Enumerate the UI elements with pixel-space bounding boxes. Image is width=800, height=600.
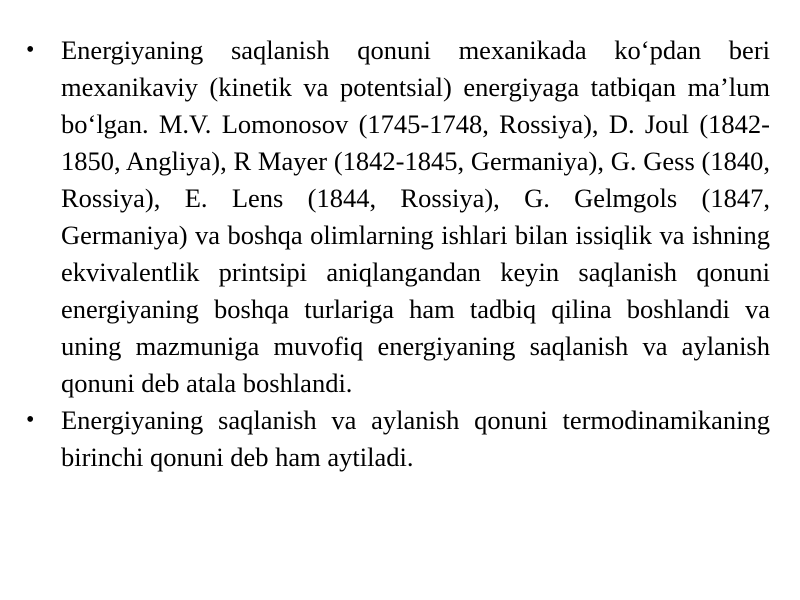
bullet-item-2 — [26, 402, 770, 476]
bullet-icon: • — [26, 407, 35, 433]
bullet-text: Energiyaning saqlanish qonuni mexanikada ko‘pdan beri mexanikaviy (kinetik va potentsial) energiyaga tatbiqan ma’lum bo‘lgan. M.V. Lomonosov (1745-1748, Rossiya), D. Joul (1842-1850, Angliya), R Mayer (1842-1845, Germaniya), G. Gess (1840, Rossiya), E. Lens (1844, Rossiya), G. Gelmgols (1847, Germaniya) va boshqa olimlarning ishlari bilan issiqlik va ishning ekvivalentlik printsipi aniqlangandan keyin saqlanish qonuni energiyaning boshqa turlariga ham tadbiq qilina boshlandi va uning mazmuniga muvofiq energiyaning saqlanish va aylanish qonuni deb atala boshlandi. — [61, 35, 770, 398]
bullet-list — [26, 32, 770, 476]
bullet-text: Energiyaning saqlanish va aylanish qonuni termodinamikaning birinchi qonuni deb ham aytiladi. — [61, 405, 770, 472]
bullet-icon: • — [26, 37, 35, 63]
bullet-item-1 — [26, 32, 770, 402]
